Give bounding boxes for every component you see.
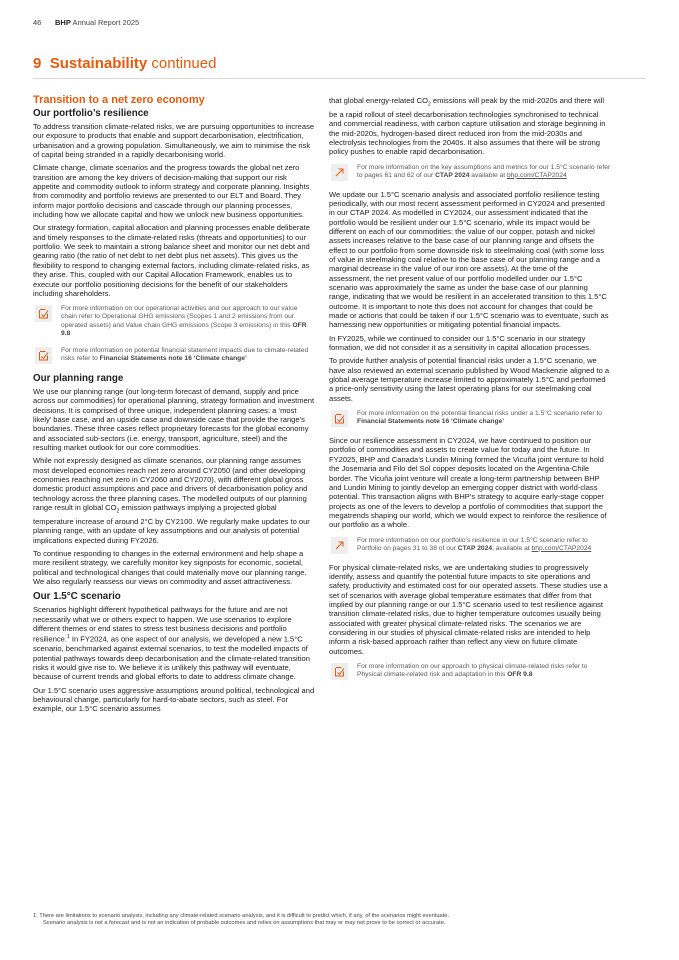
paragraph: Since our resilience assessment in CY2024, we have continued to position our portfolio of commodities and assets to create value for today and the future. In FY2025, BHP and Canada’s Lundin Mining formed the Vicuña joint venture to hold the Josemaria and Filo del Sol copper deposits located on the Argentina-Chile border. The Vicuña joint venture will create a long-term partnership between BHP and Lundin Mining to jointly develop an emerging copper district with world-class potential. This transaction aligns with BHP’s strategy to acquire early-stage copper projects as one of the levers to develop a portfolio of commodities that support the megatrends shaping our world, which we would expect to reinforce the resilience of our portfolio as a whole. [329,436,607,530]
cross-ref-text: For more information on potential financial statement impacts due to climate-related risks refer to [61,347,309,363]
section-divider [33,78,646,79]
page-header [33,18,139,27]
paragraph: While not expressly designed as climate scenarios, our planning range assumes most developed economies reach net zero around CY2050 (and other developing economies reaching net zero in CY2060 and CY2070), with different global gross domestic product assumptions and pace and drivers of decarbonisation policy and technology across the three planning cases. The modelled outputs of our planning range result in global $CO_2$ emission pathways implying a projected global temperature increase of around 2°C by CY2100. We regularly make updates to our planning range, with an update of key assumptions and our analysis of potential implications expected during FY2026. [33,456,310,545]
subheading-1-5-scenario: Our 1.5°C scenario [33,591,121,603]
section-title [33,55,216,72]
document-check-icon [35,305,52,322]
external-link-icon [331,164,348,181]
section-name: Sustainability [49,55,148,72]
paragraph: In FY2025, while we continued to consider our 1.5°C scenario in our strategy formation, we did not consider it as a sensitivity in capital allocation processes. [329,333,592,353]
page-number: 46 [33,18,42,27]
cross-reference-operational[interactable] [33,305,315,338]
document-check-icon [331,410,348,427]
cross-reference-ctap-metrics[interactable]: For more information on the key assumptions and metrics for our 1.5°C scenario refer to pages 61 and 62 of our CTAP 2024 available at bhp.com/CTAP2024 [329,164,611,181]
footnote-line: 1. There are limitations to scenario analysis, including any climate-related scenario analysis, and it is difficult to predict which, if any, of the scenarios might eventuate. [33,913,450,919]
cross-ref-text: For more information on our operational activities and our approach to our value chain refer to Operational GHG emissions (Scopes 1 and 2 emissions from our operated assets) and Value chain GHG emissions (Scope 3 emissions) in this [61,305,298,329]
paragraph: To provide further analysis of potential financial risks under a 1.5°C scenario, we have also reviewed an external scenario published by Wood Mackenzie aligned to a global average temperature increase limited to approximately 1.5°C and performed a price-only sensitivity using the latest operating plans for our steelmaking coal assets. [329,356,610,403]
right-column [329,96,611,689]
paragraph: Scenarios highlight different hypothetical pathways for the future and are not necessarily what we or others expect to happen. We use scenarios to explore different themes or end states to stress test business decisions and portfolio resilience.$^1$ In FY2024, as one aspect of our analysis, we developed a new 1.5°C scenario, benchmarked against external scenarios, to test the modelled impacts of potential pathways towards deep decarbonisation and the climate-related transition risks it would give rise to. We believe it is unlikely this pathway will eventuate, because of current trends and global efforts to date to address climate change. [33,605,310,682]
cross-reference-financial-risks[interactable]: For more information on the potential financial risks under a 1.5°C scenario refer to Financial Statements note 16 ‘Climate change’ [329,410,611,427]
ctap-link[interactable]: bhp.com/CTAP2024 [506,171,567,179]
paragraph: that global energy-related $CO_2$ emissions will peak by the mid-2020s and there will be a rapid rollout of steel decarbonisation technologies synchronised to technical and commercial readiness, with carbon capture utilisation and storage beginning in the mid-2020s, hydrogen-based direct reduced iron from the mid-2030s and electrolysis technologies from the 2040s. It also assumes that there will be strong policy pushes to enable rapid decarbonisation. [329,96,606,157]
paragraph: We update our 1.5°C scenario analysis and associated portfolio resilience testing periodically, with our most recent assessment performed in CY2024 and presented in our CTAP 2024. As modelled in CY2024, our assessment indicated that the portfolio would be resilient under our 1.5°C scenario, while its impact would be different on each of our commodities: the value of our copper, potash and nickel assets increases relative to the base case of our planning range and offsets the effect to our portfolio from some downside risk to steelmaking coal (with some loss of value in steelmaking coal relative to the base case of our planning range and a marginal decrease in the value of our iron ore assets). At the time of the assessment, the net present value of our portfolio modelled under our 1.5°C scenario was approximately the same as under the base case of our planning range, indicating that we would be resilient in an accelerated transition to this 1.5°C outcome. It is important to note this does not account for changes that could be made or actions that could be taken if our 1.5°C scenario was to eventuate, such as harnessing new opportunities or mitigating potential financial impacts. [329,189,609,330]
cross-reference-financial[interactable] [33,347,315,364]
cross-reference-physical-risk[interactable]: For more information on our approach to physical climate-related risks refer to Physical climate-related risk and adaptation in this OFR 9.8 [329,663,611,680]
paragraph: To continue responding to changes in the external environment and help shape a more resilient strategy, we carefully monitor key signposts for economic, societal, political and technological changes that could materially move our planning range. We also regularly reassess our views on commodity and asset attractiveness. [33,549,307,587]
section-continued: continued [151,55,217,72]
ctap-link[interactable]: bhp.com/CTAP2024 [531,544,592,552]
paragraph: To address transition climate-related risks, we are pursuing opportunities to increase our exposure to products that enable and support decarbonisation, electrification, urbanisation and a growing population. Simultaneously, we aim to minimise the risk of capital being stranded in a rapidly decarbonising world. [33,122,315,160]
report-brand: BHP [55,18,71,27]
external-link-icon [331,537,348,554]
cross-ref-target: Financial Statements note 16 ‘Climate change’ [99,355,247,363]
paragraph: Climate change, climate scenarios and the progress towards the global net zero transition are among the key drivers of decision-making that support our risk appetite and commodity outlook to inform strategy and corporate planning. Insights from commodity and portfolio reviews are presented to our ELT and Board. They inform major portfolio decisions and cascade through our planning processes, including how we allocate capital and how we unlock new business opportunities. [33,163,310,220]
paragraph: For physical climate-related risks, we are undertaking studies to progressively identify, assess and quantify the potential future impacts to site operations and safety, productivity and estimated cost for our operated assets. These studies use a set of scenarios with average global temperature estimates that differ from that implied by our planning range or our 1.5°C scenario used to test resilience against transition climate-related risks, due to higher temperature outcomes usually being associated with greater physical climate-related risks. The scenarios we are considering in our studies of physical climate-related risks are intended to help inform a risk-based approach rather than reflect any view on future climate outcomes. [329,562,608,656]
left-column [33,94,315,718]
paragraph: Our 1.5°C scenario uses aggressive assumptions around political, technological and behavioural change, particularly for hard-to-abate sectors, such as steel. For example, our 1.5°C scenario assumes [33,685,315,714]
cross-ref-target: OFR 9.8 [61,321,307,337]
cross-reference-ctap-portfolio[interactable]: For more information on our portfolio’s resilience in our 1.5°C scenario refer to Portfolio on pages 31 to 38 of our CTAP 2024, available at bhp.com/CTAP2024 [329,537,611,554]
subheading-portfolio-resilience: Our portfolio’s resilience [33,108,149,119]
footnote-line: Scenario analysis is not a forecast and is not an indication of probable outcomes and relies on assumptions that may or may not prove to be correct or accurate. [43,920,446,927]
paragraph: We use our planning range (our long-term forecast of demand, supply and price across our commodities) for operational planning, strategy formation and investment decisions. It is comprised of three unique, independent planning cases: a ‘most likely’ base case, and an upside case and downside case that provide the range’s boundaries. These three cases reflect proprietary forecasts for the global economy and associated sub-sectors (i.e. energy, transport, agriculture, steel) and the resulting market outlook for our core commodities. [33,387,315,453]
footnote-marker: 1 [66,634,70,641]
report-title: Annual Report 2025 [72,18,140,27]
document-check-icon [331,663,348,680]
paragraph: Our strategy formation, capital allocation and planning processes enable deliberate and timely responses to the climate-related risks (threats and opportunities) to our portfolio. We seek to maintain a strong balance sheet and monitor our net debt and gearing ratio (the ratio of net debt to net debt plus net assets). This gives us the flexibility to respond to changing external factors, including climate-related risks, as they arise. This, coupled with our Capital Allocation Framework, enables us to execute our portfolio positioning decisions for the benefit of our stakeholders including shareholders. [33,223,310,298]
heading-net-zero: Transition to a net zero economy [33,94,205,106]
document-check-icon [35,347,52,364]
footnote [33,913,643,927]
subheading-planning-range: Our planning range [33,373,124,384]
section-number: 9 [33,55,42,72]
